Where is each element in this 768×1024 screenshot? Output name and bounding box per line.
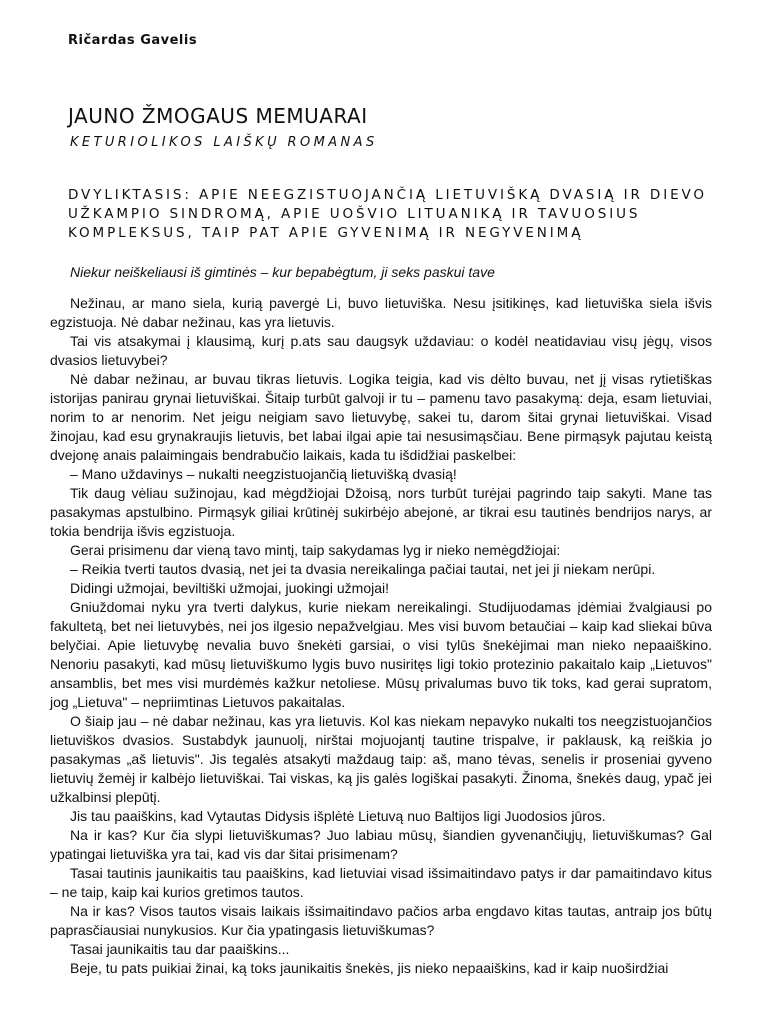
paragraph: Didingi užmojai, beviltiški užmojai, juokingi užmojai!: [70, 580, 390, 596]
chapter-heading: DVYLIKTASIS: APIE NEEGZISTUOJANČIĄ LIETUVIŠKĄ DVASIĄ IR DIEVO UŽKAMPIO SINDROMĄ, APIE UOŠVIO LITUANIKĄ IR TAVUOSIUS KOMPLEKSUS, TAIP PAT APIE GYVENIMĄ IR NEGYVENIMĄ: [68, 187, 707, 241]
paragraph: Tik daug vėliau sužinojau, kad mėgdžiojai Džoisą, nors turbūt turėjai pagrindo taip sakyti. Mane tas pasakymas apstulbino. Pirmąsyk giliai krūtinėj sukirbėjo abejonė, ar tikrai esu tautinės bendrijos narys, ar tokia bendrija išvis egzistuoja.: [50, 485, 712, 539]
paragraph: Gniuždomai nyku yra tverti dalykus, kurie niekam nereikalingi. Studijuodamas įdėmiai žvalgiausi po fakultetą, bet nei lietuvybės, nei jos ilgesio nepažvelgiau. Mes visi buvom betaučiai – kaip kad sliekai būva belyčiai. Apie lietuvybę nevalia buvo šnekėti garsiai, o visi tylūs šnekėjimai man nieko nepaaiškino. Nenoriu pasakyti, kad mūsų lietuviškumo lygis buvo nusiritęs ligi tokio protezinio pakaitalo kaip „Lietuvos" ansamblis, bet mes visi murdėmės kažkur netoliese. Mūsų privalumas buvo tik toks, kad gerai supratom, jog „Lietuva" – nepriimtinas Lietuvos pakaitalas.: [50, 599, 712, 710]
book-title: JAUNO ŽMOGAUS MEMUARAI: [68, 104, 368, 128]
paragraph: – Mano uždavinys – nukalti neegzistuojančią lietuvišką dvasią!: [70, 466, 457, 482]
paragraph: Jis tau paaiškins, kad Vytautas Didysis išplėtė Lietuvą nuo Baltijos ligi Juodosios jūros.: [70, 808, 606, 824]
paragraph: Na ir kas? Kur čia slypi lietuviškumas? Juo labiau mūsų, šiandien gyvenančiųjų, lietuviškumas? Gal ypatingai lietuviška yra tai, kad vis dar šitai prisimenam?: [50, 827, 712, 862]
author-name: Ričardas Gavelis: [68, 33, 198, 48]
epigraph: Niekur neiškeliausi iš gimtinės – kur bepabėgtum, ji seks paskui tave: [70, 264, 495, 280]
body-text: [50, 294, 712, 978]
paragraph: Tasai jaunikaitis tau dar paaiškins...: [70, 941, 290, 957]
paragraph: O šiaip jau – nė dabar nežinau, kas yra lietuvis. Kol kas niekam nepavyko nukalti tos neegzistuojančios lietuviškos dvasios. Sustabdyk jaunuolį, nirštai mojuojantį tautine trispalve, ir paklausk, ką reiškia jo pasakymas „aš lietuvis". Jis tegalės atsakyti maždaug taip: aš, mano tėvas, senelis ir proseniai gyveno lietuvių žemėj ir kalbėjo lietuviškai. Tai viskas, ką jis galės logiškai pasakyti. Žinoma, šnekės daug, ypač jei užkalbinsi plepūtį.: [50, 713, 712, 805]
paragraph: Nežinau, ar mano siela, kurią pavergė Li, buvo lietuviška. Nesu įsitikinęs, kad lietuviška siela išvis egzistuoja. Nė dabar nežinau, kas yra lietuvis.: [50, 295, 712, 330]
paragraph: Gerai prisimenu dar vieną tavo mintį, taip sakydamas lyg ir nieko nemėgdžiojai:: [70, 542, 561, 558]
book-subtitle: KETURIOLIKOS LAIŠKŲ ROMANAS: [70, 135, 378, 150]
paragraph: Na ir kas? Visos tautos visais laikais išsimaitindavo pačios arba engdavo kitas tautas, antraip jos būtų paprasčiausiai nunykusios. Kur čia ypatingasis lietuviškumas?: [50, 903, 712, 938]
paragraph: Nė dabar nežinau, ar buvau tikras lietuvis. Logika teigia, kad vis dėlto buvau, net jį visas rytietiškas istorijas panirau grynai lietuviškai. Šitaip turbūt galvoji ir tu – pamenu tavo pasakymą: deja, esam lietuviai, norim to ar nenorim. Net jeigu neigiam savo lietuvybę, sakei tu, darom šitai grynai lietuviškai. Visad žinojau, kad esu grynakraujis lietuvis, bet labai ilgai apie tai nesusimąsčiau. Bene pirmąsyk pajutau keistą dvejonę anais palaimingais bendrabučio laikais, kada tu išdidžiai paskelbei:: [50, 371, 712, 463]
paragraph: – Reikia tverti tautos dvasią, net jei ta dvasia nereikalinga pačiai tautai, net jei ji niekam nerūpi.: [70, 561, 656, 577]
paragraph: Tai vis atsakymai į klausimą, kurį p.ats sau daugsyk uždaviau: o kodėl neatidaviau visų jėgų, visos dvasios lietuvybei?: [50, 333, 712, 368]
paragraph: Tasai tautinis jaunikaitis tau paaiškins, kad lietuviai visad išsimaitindavo patys ir dar pamaitindavo kitus – ne taip, kaip kai kurios gretimos tautos.: [50, 865, 712, 900]
paragraph: Beje, tu pats puikiai žinai, ką toks jaunikaitis šnekės, jis nieko nepaaiškins, kad ir kaip nuoširdžiai: [70, 960, 669, 976]
